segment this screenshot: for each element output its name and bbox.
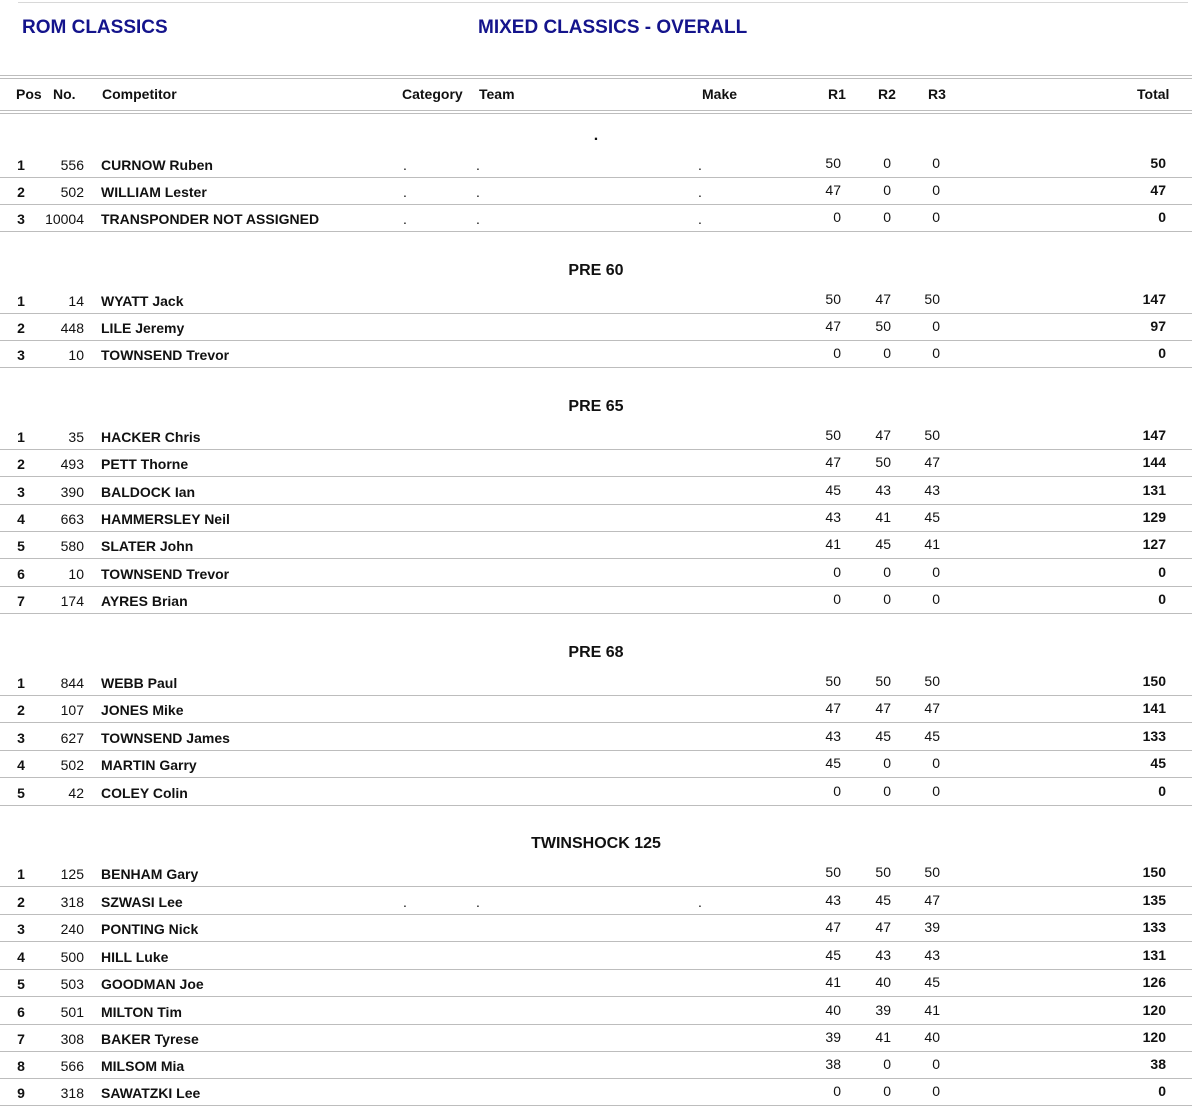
table-row	[0, 505, 1192, 532]
col-make: Make	[702, 86, 738, 102]
row-number: 502	[60, 184, 84, 200]
row-total: 147	[1142, 291, 1166, 307]
row-competitor: TOWNSEND Trevor	[101, 566, 230, 582]
row-pos: 5	[17, 785, 25, 801]
row-total: 0	[1158, 1083, 1166, 1099]
section-title: .	[593, 127, 599, 144]
row-pos: 8	[17, 1058, 25, 1074]
row-r1: 50	[825, 291, 841, 307]
col-r1: R1	[828, 86, 846, 102]
row-number: 14	[68, 293, 84, 309]
row-r3: 0	[932, 345, 940, 361]
row-number: 501	[60, 1004, 84, 1020]
row-divider	[0, 941, 1192, 942]
row-r2: 43	[875, 947, 891, 963]
row-competitor: MARTIN Garry	[101, 757, 197, 773]
row-competitor: BENHAM Gary	[101, 866, 199, 882]
row-category: .	[403, 184, 407, 200]
row-competitor: TRANSPONDER NOT ASSIGNED	[101, 211, 320, 227]
table-row	[0, 751, 1192, 778]
row-pos: 2	[17, 456, 25, 472]
row-competitor: JONES Mike	[101, 702, 184, 718]
row-total: 131	[1142, 947, 1166, 963]
row-r2: 47	[875, 700, 891, 716]
row-competitor: MILTON Tim	[101, 1004, 182, 1020]
row-r2: 39	[875, 1002, 891, 1018]
row-pos: 2	[17, 702, 25, 718]
row-total: 97	[1150, 318, 1166, 334]
row-pos: 4	[17, 757, 25, 773]
row-r1: 41	[825, 536, 841, 552]
row-competitor: HILL Luke	[101, 949, 169, 965]
row-total: 144	[1142, 454, 1166, 470]
row-r3: 0	[932, 209, 940, 225]
col-pos: Pos	[16, 86, 42, 102]
col-r3: R3	[928, 86, 946, 102]
table-row	[0, 943, 1192, 970]
row-r2: 50	[875, 454, 891, 470]
row-team: .	[476, 184, 480, 200]
row-r1: 50	[825, 427, 841, 443]
row-pos: 1	[17, 293, 25, 309]
row-total: 0	[1158, 591, 1166, 607]
row-r2: 45	[875, 536, 891, 552]
row-number: 10	[68, 566, 84, 582]
row-competitor: AYRES Brian	[101, 593, 188, 609]
row-pos: 2	[17, 894, 25, 910]
row-r1: 41	[825, 974, 841, 990]
row-r3: 47	[924, 700, 940, 716]
row-competitor: WYATT Jack	[101, 293, 184, 309]
row-number: 174	[60, 593, 84, 609]
section-title: PRE 65	[568, 398, 624, 415]
table-row	[0, 532, 1192, 559]
table-row	[0, 341, 1192, 368]
col-category: Category	[402, 86, 463, 102]
row-total: 135	[1142, 892, 1166, 908]
row-r2: 47	[875, 427, 891, 443]
table-row	[0, 669, 1192, 696]
column-header-row	[0, 86, 1192, 106]
row-competitor: WILLIAM Lester	[101, 184, 207, 200]
row-competitor: GOODMAN Joe	[101, 976, 204, 992]
row-r1: 43	[825, 509, 841, 525]
row-divider	[0, 777, 1192, 778]
row-number: 566	[60, 1058, 84, 1074]
row-pos: 3	[17, 484, 25, 500]
table-row	[0, 287, 1192, 314]
row-number: 10	[68, 347, 84, 363]
row-r3: 43	[924, 482, 940, 498]
row-divider	[0, 558, 1192, 559]
row-number: 35	[68, 429, 84, 445]
row-r2: 0	[883, 591, 891, 607]
row-number: 502	[60, 757, 84, 773]
row-number: 627	[60, 730, 84, 746]
table-row	[0, 998, 1192, 1025]
row-r2: 0	[883, 1083, 891, 1099]
row-r2: 50	[875, 318, 891, 334]
table-row	[0, 888, 1192, 915]
row-number: 240	[60, 921, 84, 937]
row-r2: 0	[883, 345, 891, 361]
row-r1: 0	[833, 564, 841, 580]
row-team: .	[476, 157, 480, 173]
row-competitor: SZWASI Lee	[101, 894, 183, 910]
row-number: 308	[60, 1031, 84, 1047]
row-r3: 0	[932, 318, 940, 334]
section-title: PRE 68	[568, 644, 624, 661]
row-total: 131	[1142, 482, 1166, 498]
table-row	[0, 423, 1192, 450]
column-header-rule	[0, 110, 1192, 111]
column-header-rule-2	[0, 113, 1192, 114]
row-pos: 7	[17, 1031, 25, 1047]
row-competitor: SAWATZKI Lee	[101, 1085, 201, 1101]
table-row	[0, 205, 1192, 232]
row-team: .	[476, 894, 480, 910]
row-r3: 0	[932, 564, 940, 580]
row-competitor: CURNOW Ruben	[101, 157, 213, 173]
row-r3: 40	[924, 1029, 940, 1045]
row-r3: 45	[924, 974, 940, 990]
row-pos: 3	[17, 347, 25, 363]
row-pos: 2	[17, 320, 25, 336]
row-r3: 50	[924, 291, 940, 307]
row-number: 844	[60, 675, 84, 691]
row-divider	[0, 367, 1192, 368]
table-row	[0, 178, 1192, 205]
top-rule	[18, 2, 1188, 3]
row-pos: 3	[17, 730, 25, 746]
row-competitor: MILSOM Mia	[101, 1058, 185, 1074]
table-row	[0, 724, 1192, 751]
row-r2: 40	[875, 974, 891, 990]
row-r1: 47	[825, 700, 841, 716]
row-r3: 0	[932, 1083, 940, 1099]
row-number: 500	[60, 949, 84, 965]
row-pos: 7	[17, 593, 25, 609]
row-competitor: WEBB Paul	[101, 675, 178, 691]
row-r1: 47	[825, 919, 841, 935]
header-rule-top-2	[0, 78, 1192, 79]
row-competitor: PETT Thorne	[101, 456, 189, 472]
row-r1: 0	[833, 591, 841, 607]
row-r3: 0	[932, 1056, 940, 1072]
col-r2: R2	[878, 86, 896, 102]
row-total: 120	[1142, 1029, 1166, 1045]
row-divider	[0, 476, 1192, 477]
row-r3: 50	[924, 673, 940, 689]
row-make: .	[698, 157, 702, 173]
row-total: 150	[1142, 673, 1166, 689]
row-r3: 50	[924, 864, 940, 880]
row-r1: 47	[825, 318, 841, 334]
results-title: MIXED CLASSICS - OVERALL	[478, 17, 748, 38]
row-r2: 47	[875, 291, 891, 307]
row-r2: 0	[883, 1056, 891, 1072]
row-pos: 1	[17, 157, 25, 173]
row-r1: 38	[825, 1056, 841, 1072]
row-r2: 50	[875, 673, 891, 689]
row-total: 150	[1142, 864, 1166, 880]
row-r2: 43	[875, 482, 891, 498]
row-category: .	[403, 211, 407, 227]
row-number: 556	[60, 157, 84, 173]
row-r3: 45	[924, 509, 940, 525]
row-total: 129	[1142, 509, 1166, 525]
row-r1: 0	[833, 783, 841, 799]
row-r2: 0	[883, 155, 891, 171]
row-make: .	[698, 894, 702, 910]
row-r1: 39	[825, 1029, 841, 1045]
row-r2: 0	[883, 182, 891, 198]
row-total: 133	[1142, 728, 1166, 744]
table-row	[0, 696, 1192, 723]
row-divider	[0, 231, 1192, 232]
row-total: 147	[1142, 427, 1166, 443]
row-r2: 0	[883, 783, 891, 799]
table-row	[0, 587, 1192, 614]
table-row	[0, 1079, 1192, 1106]
table-row	[0, 1025, 1192, 1052]
row-competitor: BALDOCK Ian	[101, 484, 196, 500]
row-r3: 50	[924, 427, 940, 443]
section-title: PRE 60	[568, 262, 624, 279]
row-r3: 47	[924, 892, 940, 908]
row-competitor: COLEY Colin	[101, 785, 188, 801]
row-competitor: TOWNSEND James	[101, 730, 230, 746]
row-total: 0	[1158, 783, 1166, 799]
row-competitor: PONTING Nick	[101, 921, 199, 937]
row-pos: 9	[17, 1085, 25, 1101]
row-r1: 40	[825, 1002, 841, 1018]
row-total: 141	[1142, 700, 1166, 716]
row-r3: 0	[932, 182, 940, 198]
row-total: 133	[1142, 919, 1166, 935]
row-r3: 41	[924, 1002, 940, 1018]
row-r1: 45	[825, 482, 841, 498]
table-row	[0, 970, 1192, 997]
row-r2: 41	[875, 509, 891, 525]
table-row	[0, 151, 1192, 178]
row-r3: 0	[932, 755, 940, 771]
row-number: 663	[60, 511, 84, 527]
row-pos: 3	[17, 921, 25, 937]
row-r2: 0	[883, 564, 891, 580]
row-pos: 4	[17, 511, 25, 527]
row-pos: 5	[17, 976, 25, 992]
row-pos: 3	[17, 211, 25, 227]
row-pos: 1	[17, 866, 25, 882]
row-number: 10004	[45, 211, 84, 227]
row-competitor: LILE Jeremy	[101, 320, 185, 336]
row-competitor: HAMMERSLEY Neil	[101, 511, 230, 527]
row-number: 318	[60, 1085, 84, 1101]
row-divider	[0, 613, 1192, 614]
row-divider	[0, 805, 1192, 806]
row-number: 503	[60, 976, 84, 992]
row-pos: 2	[17, 184, 25, 200]
row-r1: 45	[825, 947, 841, 963]
row-total: 0	[1158, 209, 1166, 225]
table-row	[0, 860, 1192, 887]
row-r2: 45	[875, 728, 891, 744]
row-pos: 4	[17, 949, 25, 965]
table-row	[0, 1052, 1192, 1079]
row-total: 50	[1150, 155, 1166, 171]
header-rule-top	[0, 75, 1192, 76]
row-team: .	[476, 211, 480, 227]
row-r2: 0	[883, 755, 891, 771]
row-make: .	[698, 184, 702, 200]
table-row	[0, 314, 1192, 341]
col-no: No.	[53, 86, 76, 102]
row-pos: 1	[17, 675, 25, 691]
row-r1: 50	[825, 864, 841, 880]
col-team: Team	[479, 86, 515, 102]
table-row	[0, 478, 1192, 505]
row-r3: 39	[924, 919, 940, 935]
col-competitor: Competitor	[102, 86, 177, 102]
row-r1: 0	[833, 1083, 841, 1099]
row-make: .	[698, 211, 702, 227]
row-pos: 6	[17, 566, 25, 582]
row-r1: 43	[825, 892, 841, 908]
row-r1: 47	[825, 182, 841, 198]
row-pos: 1	[17, 429, 25, 445]
row-competitor: TOWNSEND Trevor	[101, 347, 230, 363]
row-r3: 41	[924, 536, 940, 552]
row-r1: 0	[833, 345, 841, 361]
row-r1: 50	[825, 673, 841, 689]
row-number: 390	[60, 484, 84, 500]
row-total: 45	[1150, 755, 1166, 771]
row-divider	[0, 886, 1192, 887]
row-number: 493	[60, 456, 84, 472]
row-total: 0	[1158, 564, 1166, 580]
row-number: 107	[60, 702, 84, 718]
table-row	[0, 779, 1192, 806]
row-category: .	[403, 157, 407, 173]
row-pos: 5	[17, 538, 25, 554]
row-number: 125	[60, 866, 84, 882]
row-number: 42	[68, 785, 84, 801]
row-r3: 45	[924, 728, 940, 744]
row-divider	[0, 996, 1192, 997]
row-number: 318	[60, 894, 84, 910]
row-divider	[0, 722, 1192, 723]
row-total: 47	[1150, 182, 1166, 198]
row-competitor: HACKER Chris	[101, 429, 201, 445]
row-r3: 0	[932, 783, 940, 799]
row-total: 120	[1142, 1002, 1166, 1018]
row-r1: 0	[833, 209, 841, 225]
section-title: TWINSHOCK 125	[531, 835, 661, 852]
row-r2: 45	[875, 892, 891, 908]
row-total: 127	[1142, 536, 1166, 552]
row-r2: 41	[875, 1029, 891, 1045]
row-competitor: SLATER John	[101, 538, 194, 554]
row-r3: 43	[924, 947, 940, 963]
row-competitor: BAKER Tyrese	[101, 1031, 199, 1047]
table-row	[0, 915, 1192, 942]
row-r3: 0	[932, 591, 940, 607]
row-category: .	[403, 894, 407, 910]
row-pos: 6	[17, 1004, 25, 1020]
row-r2: 47	[875, 919, 891, 935]
row-r1: 43	[825, 728, 841, 744]
col-total: Total	[1137, 86, 1170, 102]
row-total: 0	[1158, 345, 1166, 361]
row-total: 126	[1142, 974, 1166, 990]
row-r2: 0	[883, 209, 891, 225]
row-number: 580	[60, 538, 84, 554]
row-r2: 50	[875, 864, 891, 880]
row-r1: 50	[825, 155, 841, 171]
row-r3: 47	[924, 454, 940, 470]
row-r3: 0	[932, 155, 940, 171]
row-total: 38	[1150, 1056, 1166, 1072]
event-title: ROM CLASSICS	[22, 17, 168, 38]
row-r1: 45	[825, 755, 841, 771]
table-row	[0, 450, 1192, 477]
row-r1: 47	[825, 454, 841, 470]
row-divider	[0, 1105, 1192, 1106]
table-row	[0, 560, 1192, 587]
row-number: 448	[60, 320, 84, 336]
